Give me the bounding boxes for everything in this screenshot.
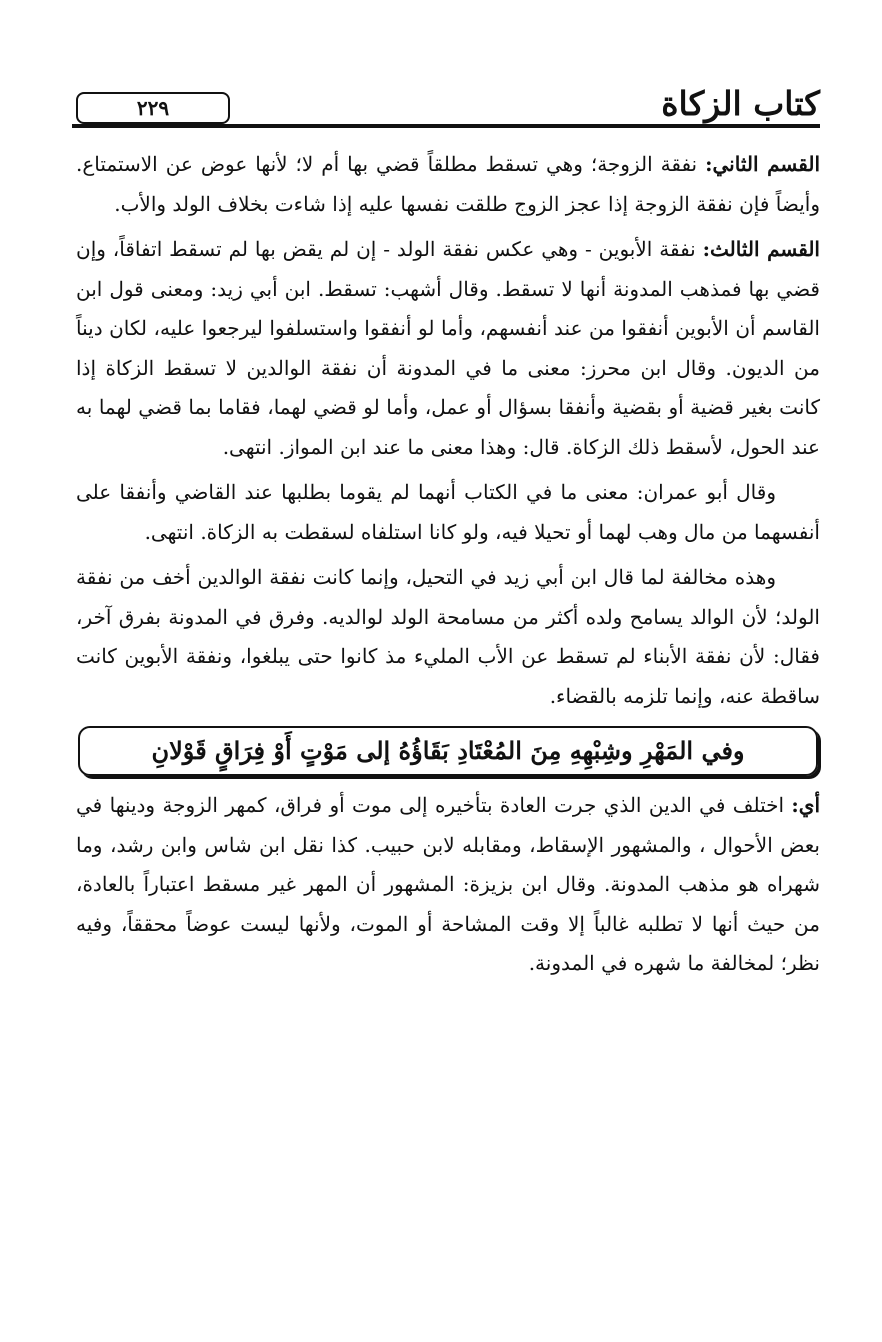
verse-box: وفي المَهْرِ وشِبْهِهِ مِنَ المُعْتَادِ بَقَاؤُهُ إلى مَوْتٍ أَوْ فِرَاقٍ قَوْلانِ <box>78 726 818 776</box>
paragraph-text: وهذه مخالفة لما قال ابن أبي زيد في التحيل، وإنما كانت نفقة الوالدين أخف من نفقة الولد؛ لأن الوالد يسامح ولده أكثر من مسامحة الولد لوالديه. وفرق في المدونة بفرق آخر، فقال: لأن نفقة الأبناء لم تسقط عن الأب المليء مذ كانوا حتى يبلغوا، ونفقة الأبوين كانت ساقطة عنه، وإنما تلزمه بالقضاء. <box>76 565 820 708</box>
header-rule <box>72 124 820 128</box>
paragraph-text: وقال أبو عمران: معنى ما في الكتاب أنهما لم يقوما بطلبها عند القاضي وأنفقا على أنفسهما من مال وهب لهما أو تحيلا فيه، ولو كانا استلفاه لسقطت به الزكاة. انتهى. <box>76 480 820 544</box>
paragraph-lead: القسم الثالث: <box>702 237 820 261</box>
paragraph-commentary <box>76 786 820 984</box>
running-title: كتاب الزكاة <box>661 84 820 123</box>
paragraph-section-three <box>76 230 820 467</box>
page-number: ٢٢٩ <box>76 92 230 124</box>
paragraph-text: نفقة الأبوين - وهي عكس نفقة الولد - إن لم يقض بها لم تسقط اتفاقاً، وإن قضي بها فمذهب المدونة أنها لا تسقط. وقال أشهب: تسقط. ابن أبي زيد: ومعنى قول ابن القاسم أن الأبوين أنفقوا من عند أنفسهم، وأما لو أنفقوا واستسلفوا ليرجعوا عليه، لكان ديناً من الديون. وقال ابن محرز: معنى ما في المدونة أن نفقة الوالدين لا تسقط الزكاة إذا كانت بغير قضية أو بقضية وأنفقا بسؤال أو عمل، وأما لو قضي لهما، فقاما بما قضي لهما به عند الحول، لأسقط ذلك الزكاة. قال: وهذا معنى ما عند ابن المواز. انتهى. <box>76 237 821 459</box>
page-header <box>72 84 820 134</box>
paragraph-section-two <box>76 145 820 224</box>
main-text <box>76 145 820 990</box>
paragraph-lead: أي: <box>791 793 821 817</box>
paragraph-lead: القسم الثاني: <box>705 152 821 176</box>
paragraph-text: نفقة الزوجة؛ وهي تسقط مطلقاً قضي بها أم لا؛ لأنها عوض عن الاستمتاع. وأيضاً فإن نفقة الزوجة إذا عجز الزوج طلقت نفسها عليه إذا شاءت بخلاف الولد والأب. <box>76 152 820 216</box>
paragraph-difference <box>76 558 820 716</box>
paragraph-text: اختلف في الدين الذي جرت العادة بتأخيره إلى موت أو فراق، كمهر الزوجة ودينها في بعض الأحوال ، والمشهور الإسقاط، ومقابله لابن حبيب. كذا نقل ابن شاس وابن رشد، وما شهراه هو مذهب المدونة. وقال ابن بزيزة: المشهور أن المهر غير مسقط اعتباراً بالعادة، من حيث أنها لا تطلبه غالباً إلا وقت المشاحة أو الموت، ولأنها ليست عوضاً محققاً، وفيه نظر؛ لمخالفة ما شهره في المدونة. <box>76 793 820 975</box>
paragraph-abu-imran <box>76 473 820 552</box>
